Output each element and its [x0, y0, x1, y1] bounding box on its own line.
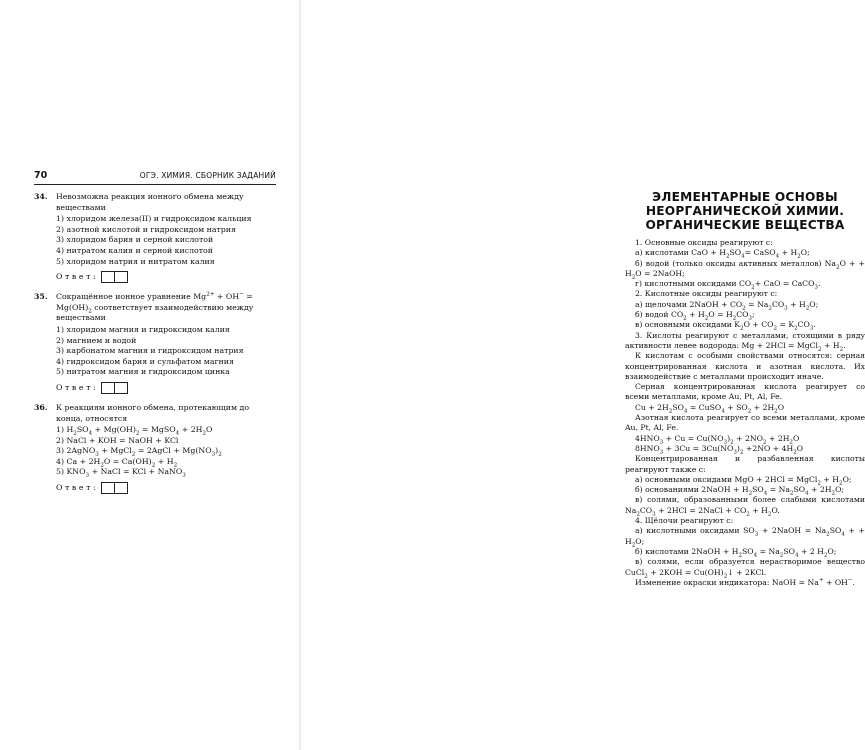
body-paragraph: 2. Кислотные оксиды реагируют с: — [635, 289, 778, 299]
body-paragraph: а) основными оксидами MgO + 2HCl = MgCl$_2$ + $H_2O$; — [635, 474, 852, 487]
body-paragraph: 3. Кислоты реагируют с металлами, стоящими в ряду активности левее водорода: Mg + 2HCl = MgCl$_2$ + $H_2$. — [625, 330, 865, 353]
answer-option: 1) хлоридом железа(II) и гидроксидом кальция — [56, 214, 252, 224]
body-paragraph: Изменение окраски индикатора: NaOH = Na+ + OH−. — [635, 577, 855, 587]
answer-options — [56, 214, 276, 267]
question — [34, 192, 276, 283]
answer-option: 4) нитратом калия и серной кислотой — [56, 245, 213, 255]
body-paragraph: $Cu + 2H_2SO_4$ = CuSO$_4$ + $SO_2 + 2H_2O$ — [635, 402, 785, 415]
answer-label: Ответ: — [56, 382, 99, 392]
question-number: 35. — [34, 292, 48, 302]
body-paragraph: 1. Основные оксиды реагируют с: — [635, 238, 773, 247]
body-paragraph: $4HNO_3 + Cu = Cu(NO_3)_2 + 2NO_2 + 2H_2O$ — [635, 433, 800, 446]
body-paragraph: 4. Щёлочи реагируют с: — [635, 516, 734, 526]
answer-option: 1) хлоридом магния и гидроксидом калия — [56, 324, 230, 334]
answer-option: 3) карбонатом магния и гидроксидом натрия — [56, 346, 244, 356]
question-number: 36. — [34, 402, 48, 412]
answer-box[interactable] — [114, 382, 128, 394]
answer-row — [56, 271, 276, 283]
body-paragraph: в) основными оксидами $K_2O + CO_2 = K_2CO_3$. — [635, 320, 816, 332]
body-paragraph: Серная концентрированная кислота реагирует со всеми металлами, кроме Au, Pt, Al, Fe. — [625, 382, 865, 402]
section-title-line: ЭЛЕМЕНТАРНЫЕ ОСНОВЫ — [652, 190, 838, 204]
answer-option: 3) 2AgNO$_3$ + MgCl$_2$ = 2AgCl + $Mg(NO_3)_2$ — [56, 446, 222, 458]
question — [34, 292, 276, 394]
answer-label: Ответ: — [56, 271, 99, 281]
body-paragraph: б) основаниями 2NaOH + $H_2SO_4 = Na_2SO_4 + 2H_2O$; — [635, 485, 845, 497]
answer-row — [56, 482, 276, 494]
question-list — [34, 192, 276, 503]
question-stem — [34, 403, 276, 424]
body-paragraph: б) водой $CO_2 + H_2O = H_2CO_3$; — [635, 310, 755, 322]
question-text: Невозможна реакция ионного обмена между веществами — [56, 192, 244, 212]
answer-options — [56, 325, 276, 378]
answer-box[interactable] — [101, 482, 115, 494]
running-head: ОГЭ. ХИМИЯ. СБОРНИК ЗАДАНИЙ — [139, 171, 276, 180]
section-title-line: НЕОРГАНИЧЕСКОЙ ХИМИИ. — [645, 204, 845, 218]
question — [34, 403, 276, 494]
body-paragraph: К кислотам с особыми свойствами относятся: серная концентрированная кислота и азотная кислота. Их взаимодействие с металлами происходит иначе. — [625, 351, 865, 381]
answer-label: Ответ: — [56, 482, 99, 492]
body-paragraph: Концентрированная и разбавленная кислоты реагируют также с: — [625, 454, 865, 474]
answer-box[interactable] — [101, 271, 115, 283]
answer-option: 2) магнием и водой — [56, 335, 137, 345]
answer-option: 3) хлоридом бария и серной кислотой — [56, 235, 214, 245]
body-paragraph: в) солями, если образуется нерастворимое вещество CuCl$_2$ + $2KOH = Cu(OH)_2↓ + 2KCl$. — [625, 557, 865, 580]
body-paragraph: а) кислотами CaO + $H_2SO_4=$ CaSO$_4$ + $H_2O$; — [635, 248, 810, 260]
body-paragraph: а) щелочами 2NaOH + $CO_2 = Na_2CO_3 + H_2O$; — [635, 299, 819, 312]
question-stem — [34, 192, 276, 213]
answer-option: 4) гидроксидом бария и сульфатом магния — [56, 356, 234, 366]
answer-option: 5) нитратом магния и гидроксидом цинка — [56, 367, 230, 377]
question-stem — [34, 292, 276, 324]
answer-box[interactable] — [114, 271, 128, 283]
answer-option: 2) азотной кислотой и гидроксидом натрия — [56, 224, 236, 234]
body-paragraph: в) солями, образованными более слабыми кислотами $Na_2CO_3 + 2HCl$ = 2NaCl + $CO_2 + H_2O$. — [625, 495, 865, 518]
right-page — [300, 0, 865, 750]
section-body — [625, 238, 865, 588]
answer-option: 4) $Ca + 2H_2O = Ca(OH)_2 + H_2$ — [56, 456, 178, 469]
answer-row — [56, 382, 276, 394]
answer-box[interactable] — [114, 482, 128, 494]
answer-box[interactable] — [101, 382, 115, 394]
left-page — [0, 0, 300, 750]
answer-option: 5) хлоридом натрия и нитратом калия — [56, 256, 215, 266]
section-title-line: ОРГАНИЧЕСКИЕ ВЕЩЕСТВА — [645, 218, 845, 232]
question-number: 34. — [34, 192, 48, 201]
answer-option: 2) NaCl + KOH = NaOH + KCl — [56, 435, 179, 445]
question-text: К реакциям ионного обмена, протекающим до конца, относятся — [56, 402, 250, 423]
body-paragraph: б) кислотами 2NaOH + $H_2SO_4 = Na_2SO_4 + 2$ $H_2O$; — [635, 546, 837, 559]
answer-option: 5) $KNO_3$ + NaCl = KCl + NaNO$_3$ — [56, 467, 186, 480]
page-number: 70 — [34, 170, 48, 181]
question-text: Сокращённое ионное уравнение $Mg^{2+} + OH^- = Mg(OH)_2$ соответствует взаимодействию между веществами — [56, 291, 254, 323]
answer-option: 1) $H_2SO_4 + Mg(OH)_2$ = MgSO$_4$ + $2H_2O$ — [56, 425, 213, 437]
body-paragraph: а) кислотными оксидами $SO_3$ + 2NaOH = $Na_2SO_4$ + + $H_2O$; — [625, 526, 865, 549]
body-paragraph: $8HNO_3 + 3Cu = 3Cu(NO_3)_2 +2NO + 4H_2O$ — [635, 443, 804, 456]
answer-options — [56, 425, 276, 478]
body-paragraph: г) кислотными оксидами $CO_2+$ CaO = CaCO$_3$. — [635, 279, 821, 291]
body-paragraph: Азотная кислота реагирует со всеми металлами, кроме Au, Pt, Al, Fe. — [625, 413, 865, 433]
page-header — [34, 170, 276, 185]
section-title — [640, 190, 850, 232]
body-paragraph: б) водой (только оксиды активных металлов) $Na_2O$ + + $H_2O$ = 2NaOH; — [625, 258, 865, 281]
